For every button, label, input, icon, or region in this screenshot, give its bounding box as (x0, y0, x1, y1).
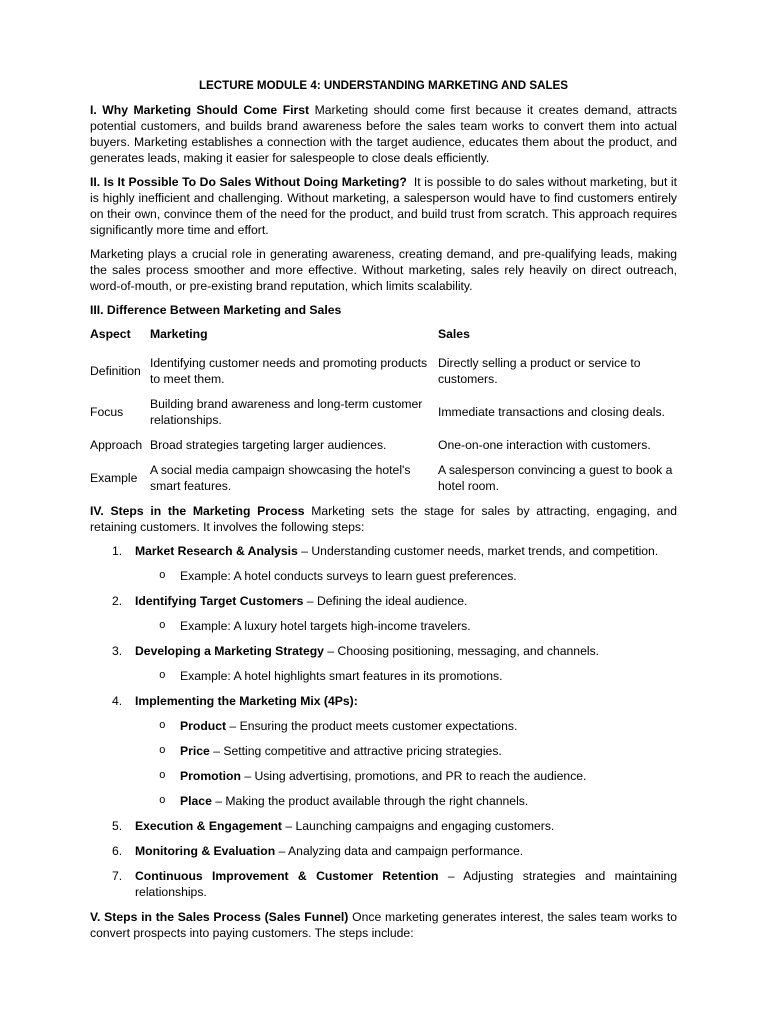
table-cell: Directly selling a product or service to customers. (438, 356, 641, 386)
list-number: 3. (112, 644, 123, 658)
section-2-body: It is possible to do sales without marketing, but it is highly inefficient and challenging. Without marketing, a salesperson would have to find customers entirely on their own, convince them of the need for the product, and build trust from scratch. This approach requires significantly more time and effort. (90, 175, 677, 237)
mix-text: – Ensuring the product meets customer expectations. (226, 719, 518, 733)
step-label: Monitoring & Evaluation (135, 844, 276, 858)
mix-label: Promotion (180, 769, 241, 783)
page-title: LECTURE MODULE 4: UNDERSTANDING MARKETING AND SALES (198, 79, 569, 92)
table-cell: Identifying customer needs and promoting products to meet them. (150, 356, 428, 386)
table-cell: Building brand awareness and long-term customer relationships. (150, 397, 423, 427)
step-text: – Launching campaigns and engaging customers. (281, 819, 555, 833)
section-2 (90, 174, 677, 238)
list-number: 7. (112, 869, 123, 883)
table-cell: Immediate transactions and closing deals. (438, 405, 665, 419)
sub-list-item (90, 718, 677, 734)
mix-label: Place (180, 794, 212, 808)
table-header-cell: Marketing (150, 327, 208, 341)
comparison-table (90, 326, 677, 498)
step-label: Execution & Engagement (135, 819, 282, 833)
bullet-icon: o (159, 620, 166, 632)
section-1-heading: I. Why Marketing Should Come First (90, 103, 310, 117)
sub-list-item (90, 668, 677, 684)
marketing-steps-list (90, 543, 677, 900)
table-cell: A social media campaign showcasing the hotel's smart features. (150, 463, 411, 493)
mix-text: – Using advertising, promotions, and PR to reach the audience. (240, 769, 587, 783)
section-1 (90, 102, 677, 166)
table-cell: Example (90, 471, 138, 485)
list-item (90, 843, 677, 859)
step-label: Continuous Improvement & Customer Retention (135, 869, 439, 883)
section-2-paragraph-2: Marketing plays a crucial role in generating awareness, creating demand, and pre-qualifying leads, making the sales process smoother and more effective. Without marketing, sales rely heavily on direct outreach, word-of-mouth, or pre-existing brand reputation, which limits scalability. (90, 247, 677, 293)
sub-item-text: Example: A hotel conducts surveys to learn guest preferences. (180, 569, 517, 583)
table-row (90, 391, 677, 432)
list-item (90, 643, 677, 659)
table-row (90, 432, 677, 457)
step-label: Identifying Target Customers (135, 594, 304, 608)
sub-list-item (90, 743, 677, 759)
section-1-body: Marketing should come first because it creates demand, attracts potential customers, and builds brand awareness before the sales team works to convert them into actual buyers. Marketing establishes a connection with the target audience, educates them about the product, and generates leads, making it easier for salespeople to close deals efficiently. (90, 103, 677, 165)
list-item (90, 868, 677, 900)
table-cell: Focus (90, 405, 124, 419)
mix-label: Product (180, 719, 227, 733)
bullet-icon: o (159, 745, 166, 757)
list-item (90, 693, 677, 709)
list-item (90, 543, 677, 559)
list-item (90, 593, 677, 609)
step-label: Market Research & Analysis (135, 544, 298, 558)
section-2-heading: II. Is It Possible To Do Sales Without Doing Marketing? (90, 175, 407, 189)
step-text: – Defining the ideal audience. (303, 594, 468, 608)
bullet-icon: o (159, 720, 166, 732)
table-cell: Broad strategies targeting larger audiences. (150, 438, 387, 452)
bullet-icon: o (159, 795, 166, 807)
bullet-icon: o (159, 770, 166, 782)
sub-list-item (90, 768, 677, 784)
list-number: 5. (112, 819, 123, 833)
step-text: – Analyzing data and campaign performance. (275, 844, 524, 858)
bullet-icon: o (159, 570, 166, 582)
table-row (90, 457, 677, 498)
mix-text: – Making the product available through the right channels. (211, 794, 529, 808)
section-4-heading: IV. Steps in the Marketing Process (90, 504, 305, 518)
table-cell: A salesperson convincing a guest to book a hotel room. (438, 463, 673, 493)
step-text: – Adjusting strategies and maintaining relationships. (135, 869, 677, 899)
sub-list-item (90, 568, 677, 584)
step-label: Developing a Marketing Strategy (135, 644, 324, 658)
mix-label: Price (180, 744, 210, 758)
bullet-icon: o (159, 670, 166, 682)
table-cell: One-on-one interaction with customers. (438, 438, 651, 452)
sub-item-text: Example: A hotel highlights smart features in its promotions. (180, 669, 503, 683)
table-header-cell: Sales (438, 327, 470, 341)
section-3-heading: III. Difference Between Marketing and Sales (90, 303, 342, 317)
list-number: 1. (112, 544, 123, 558)
step-text: – Choosing positioning, messaging, and channels. (323, 644, 600, 658)
document-page (90, 78, 677, 949)
table-header-cell: Aspect (90, 327, 131, 341)
table-cell: Definition (90, 364, 141, 378)
section-5-body: Once marketing generates interest, the sales team works to convert prospects into paying customers. The steps include: (90, 910, 677, 940)
table-header-row (90, 326, 677, 350)
list-number: 4. (112, 694, 123, 708)
list-number: 2. (112, 594, 123, 608)
list-number: 6. (112, 844, 123, 858)
step-text: – Understanding customer needs, market trends, and competition. (297, 544, 659, 558)
section-5-heading: V. Steps in the Sales Process (Sales Funnel) (90, 910, 349, 924)
list-item (90, 818, 677, 834)
section-4 (90, 503, 677, 535)
mix-text: – Setting competitive and attractive pricing strategies. (209, 744, 502, 758)
sub-item-text: Example: A luxury hotel targets high-income travelers. (180, 619, 471, 633)
table-row (90, 350, 677, 391)
sub-list-item (90, 618, 677, 634)
section-4-body: Marketing sets the stage for sales by attracting, engaging, and retaining customers. It involves the following steps: (90, 504, 678, 534)
sub-list-item (90, 793, 677, 809)
table-cell: Approach (90, 438, 143, 452)
step-label: Implementing the Marketing Mix (4Ps): (135, 694, 358, 708)
section-5 (90, 909, 677, 941)
